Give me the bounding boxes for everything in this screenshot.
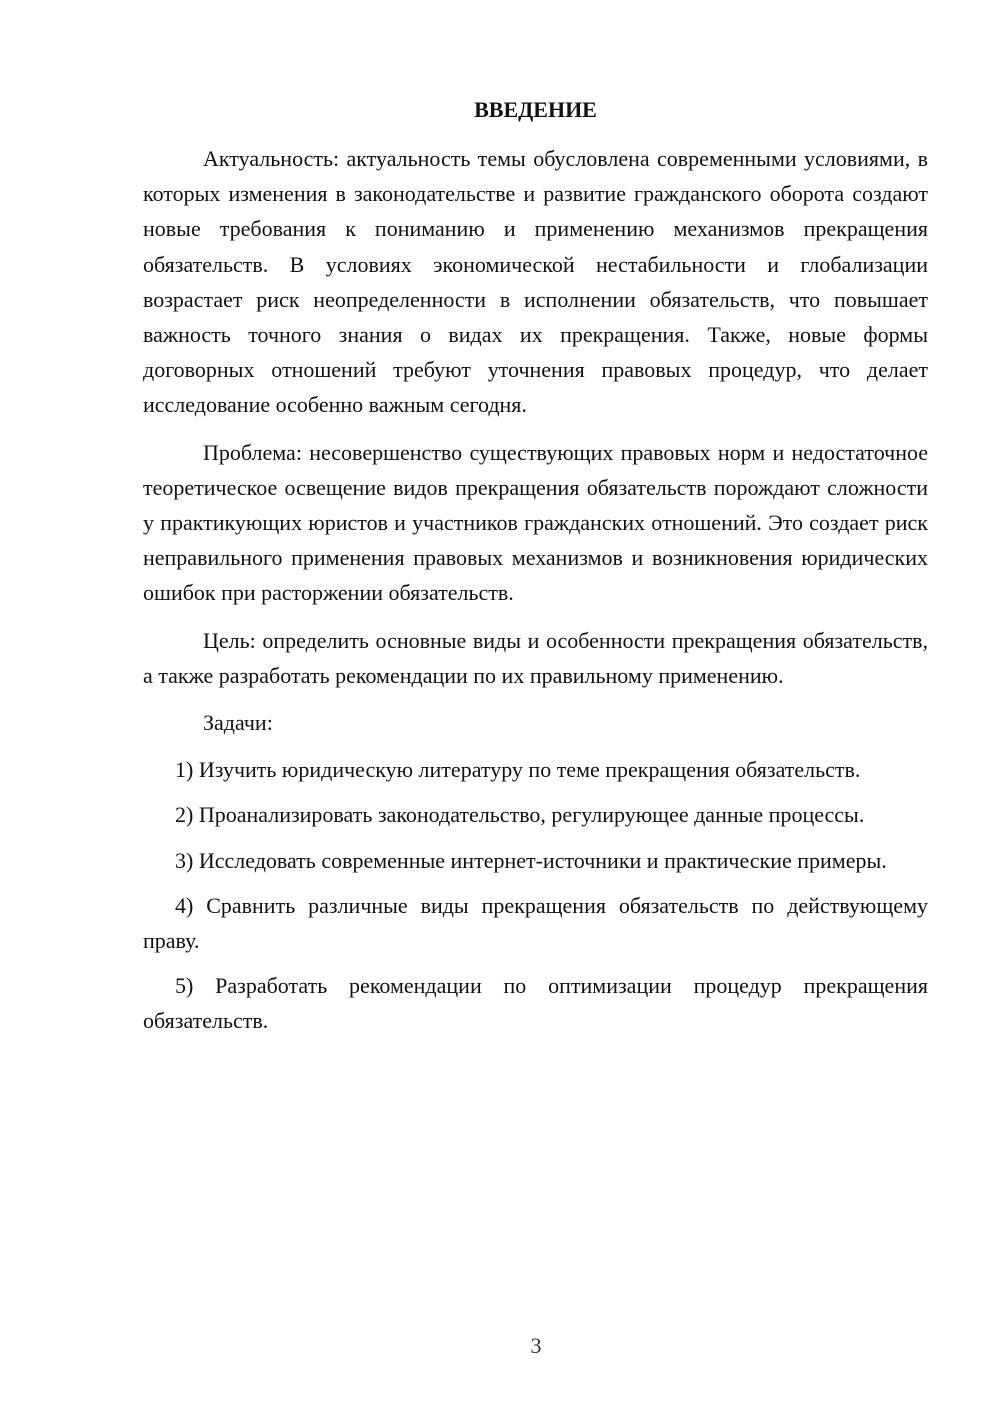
task-item: 4) Сравнить различные виды прекращения обязательств по действующему праву. bbox=[143, 892, 928, 954]
page-content bbox=[143, 92, 928, 1049]
tasks-heading: Задачи: bbox=[203, 710, 273, 736]
task-item: 3) Исследовать современные интернет-источники и практические примеры. bbox=[175, 847, 887, 873]
page-number: 3 bbox=[530, 1333, 542, 1358]
task-item: 5) Разработать рекомендации по оптимизации процедур прекращения обязательств. bbox=[143, 973, 928, 1034]
section-title: ВВЕДЕНИЕ bbox=[474, 97, 597, 122]
paragraph-goal: Цель: определить основные виды и особенности прекращения обязательств, а также разработать рекомендации по их правильному применению. bbox=[143, 627, 928, 688]
task-item: 2) Проанализировать законодательство, регулирующее данные процессы. bbox=[175, 802, 865, 828]
task-item: 1) Изучить юридическую литературу по теме прекращения обязательств. bbox=[175, 757, 861, 783]
paragraph-problem: Проблема: несовершенство существующих правовых норм и недостаточное теоретическое освещение видов прекращения обязательств порождают сложности у практикующих юристов и участников гражданских отношений. Это создает риск неправильного применения правовых механизмов и возникновения юридических ошибок при расторжении обязательств. bbox=[143, 439, 928, 606]
paragraph-relevance: Актуальность: актуальность темы обусловлена современными условиями, в которых изменения в законодательстве и развитие гражданского оборота создают новые требования к пониманию и применению механизмов прекращения обязательств. В условиях экономической нестабильности и глобализации возрастает риск неопределенности в исполнении обязательств, что повышает важность точного знания о видах их прекращения. Также, новые формы договорных отношений требуют уточнения правовых процедур, что делает исследование особенно важным сегодня. bbox=[143, 146, 928, 418]
